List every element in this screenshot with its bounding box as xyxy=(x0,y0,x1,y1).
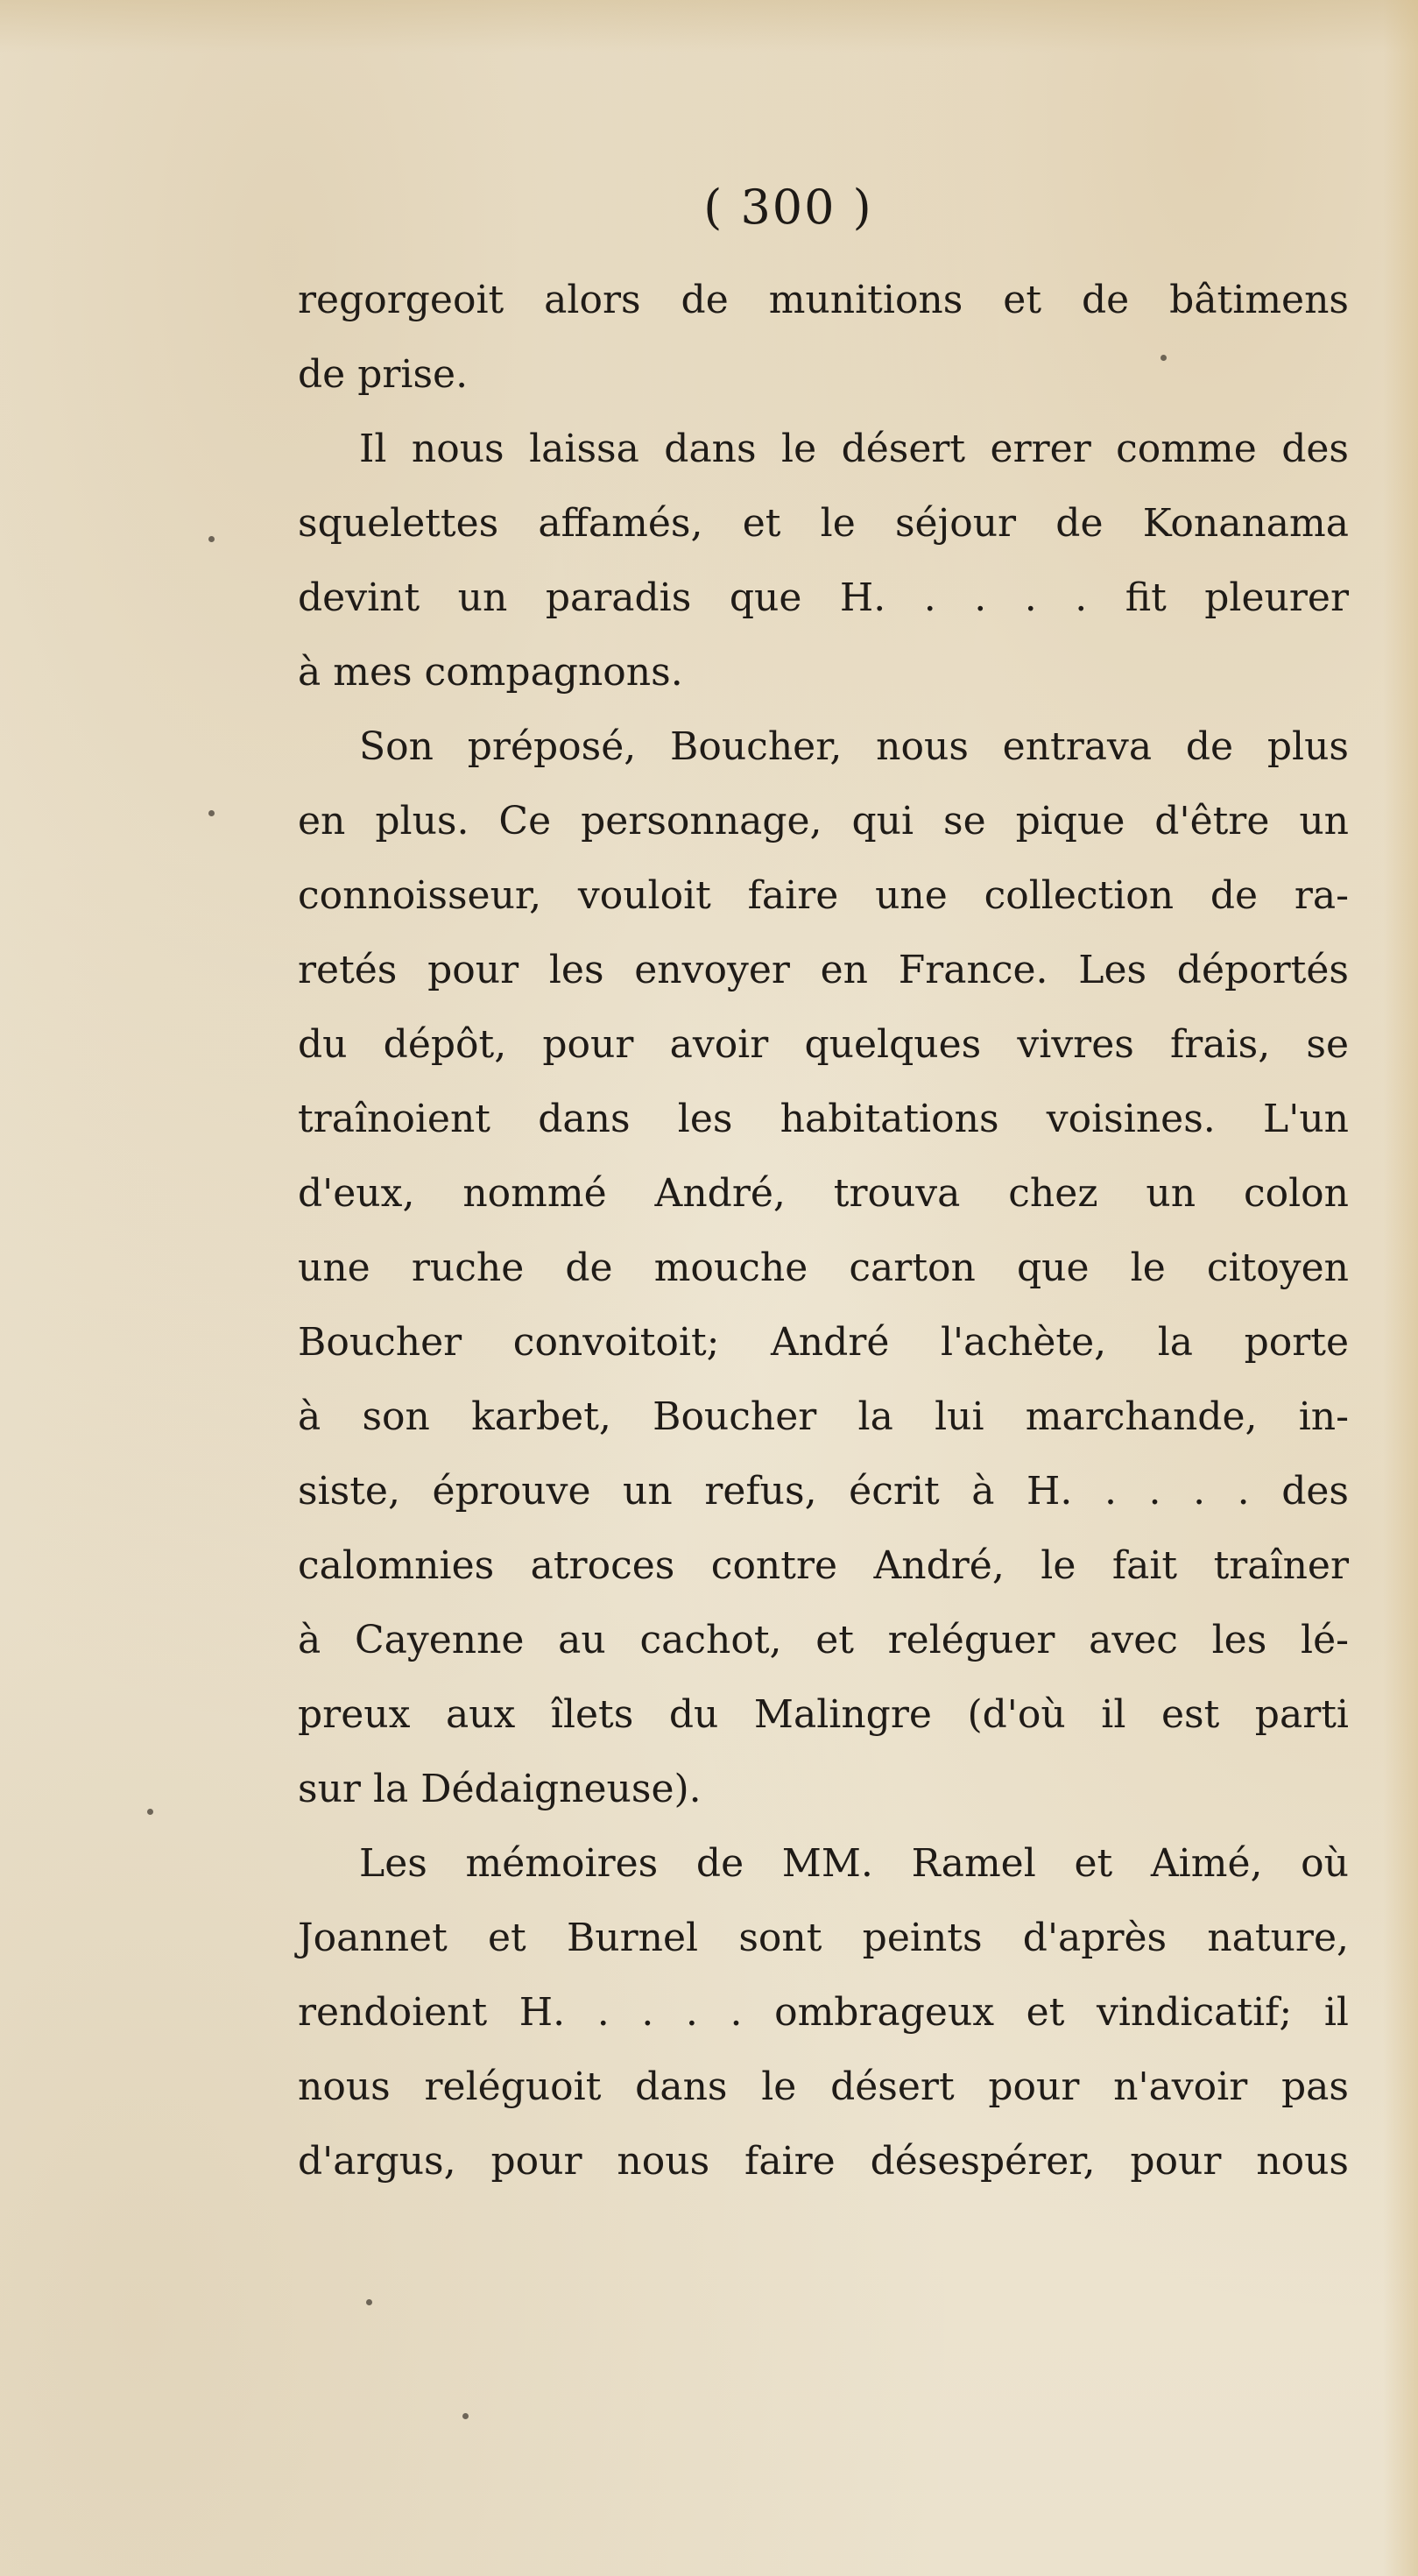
text-line: Boucher convoitoit; André l'achète, la porte xyxy=(298,1320,1349,1365)
page-right-edge xyxy=(1383,0,1418,2576)
text-line: d'eux, nommé André, trouva chez un colon xyxy=(298,1171,1349,1216)
ink-speck xyxy=(208,536,215,542)
text-line: une ruche de mouche carton que le citoyen xyxy=(298,1246,1349,1290)
text-line: à Cayenne au cachot, et reléguer avec les lé- xyxy=(298,1618,1349,1662)
ink-speck xyxy=(147,1809,153,1815)
page-top-shadow xyxy=(0,0,1418,53)
text-line: Son préposé, Boucher, nous entrava de plus xyxy=(359,724,1349,769)
text-line: d'argus, pour nous faire désespérer, pour nous xyxy=(298,2139,1349,2184)
ink-speck xyxy=(1161,355,1167,361)
text-line: preux aux îlets du Malingre (d'où il est parti xyxy=(298,1692,1349,1737)
text-line: traînoient dans les habitations voisines. L'un xyxy=(298,1097,1349,1141)
text-line: Les mémoires de MM. Ramel et Aimé, où xyxy=(359,1841,1349,1886)
text-line: nous reléguoit dans le désert pour n'avoir pas xyxy=(298,2064,1349,2109)
text-line: calomnies atroces contre André, le fait traîner xyxy=(298,1543,1349,1588)
text-line: sur la Dédaigneuse). xyxy=(298,1767,702,1811)
text-line: connoisseur, vouloit faire une collection de ra- xyxy=(298,873,1349,918)
ink-speck xyxy=(208,810,215,816)
text-line: regorgeoit alors de munitions et de bâtimens xyxy=(298,278,1349,322)
body-text xyxy=(298,263,1349,2198)
text-line: de prise. xyxy=(298,352,469,397)
text-line: Il nous laissa dans le désert errer comme des xyxy=(359,427,1349,471)
text-line: Joannet et Burnel sont peints d'après nature, xyxy=(298,1916,1349,1960)
text-line: du dépôt, pour avoir quelques vivres frais, se xyxy=(298,1022,1349,1067)
ink-speck xyxy=(462,2413,469,2419)
page-number: ( 300 ) xyxy=(703,180,873,235)
text-line: retés pour les envoyer en France. Les déportés xyxy=(298,948,1349,992)
text-line: devint un paradis que H. . . . . fit pleurer xyxy=(298,575,1349,620)
ink-speck xyxy=(366,2299,372,2305)
text-line: rendoient H. . . . . ombrageux et vindicatif; il xyxy=(298,1990,1349,2035)
text-line: squelettes affamés, et le séjour de Konanama xyxy=(298,501,1349,546)
text-line: en plus. Ce personnage, qui se pique d'être un xyxy=(298,799,1349,843)
text-line: siste, éprouve un refus, écrit à H. . . . . des xyxy=(298,1469,1349,1514)
text-line: à mes compagnons. xyxy=(298,650,683,695)
text-line: à son karbet, Boucher la lui marchande, in- xyxy=(298,1394,1349,1439)
